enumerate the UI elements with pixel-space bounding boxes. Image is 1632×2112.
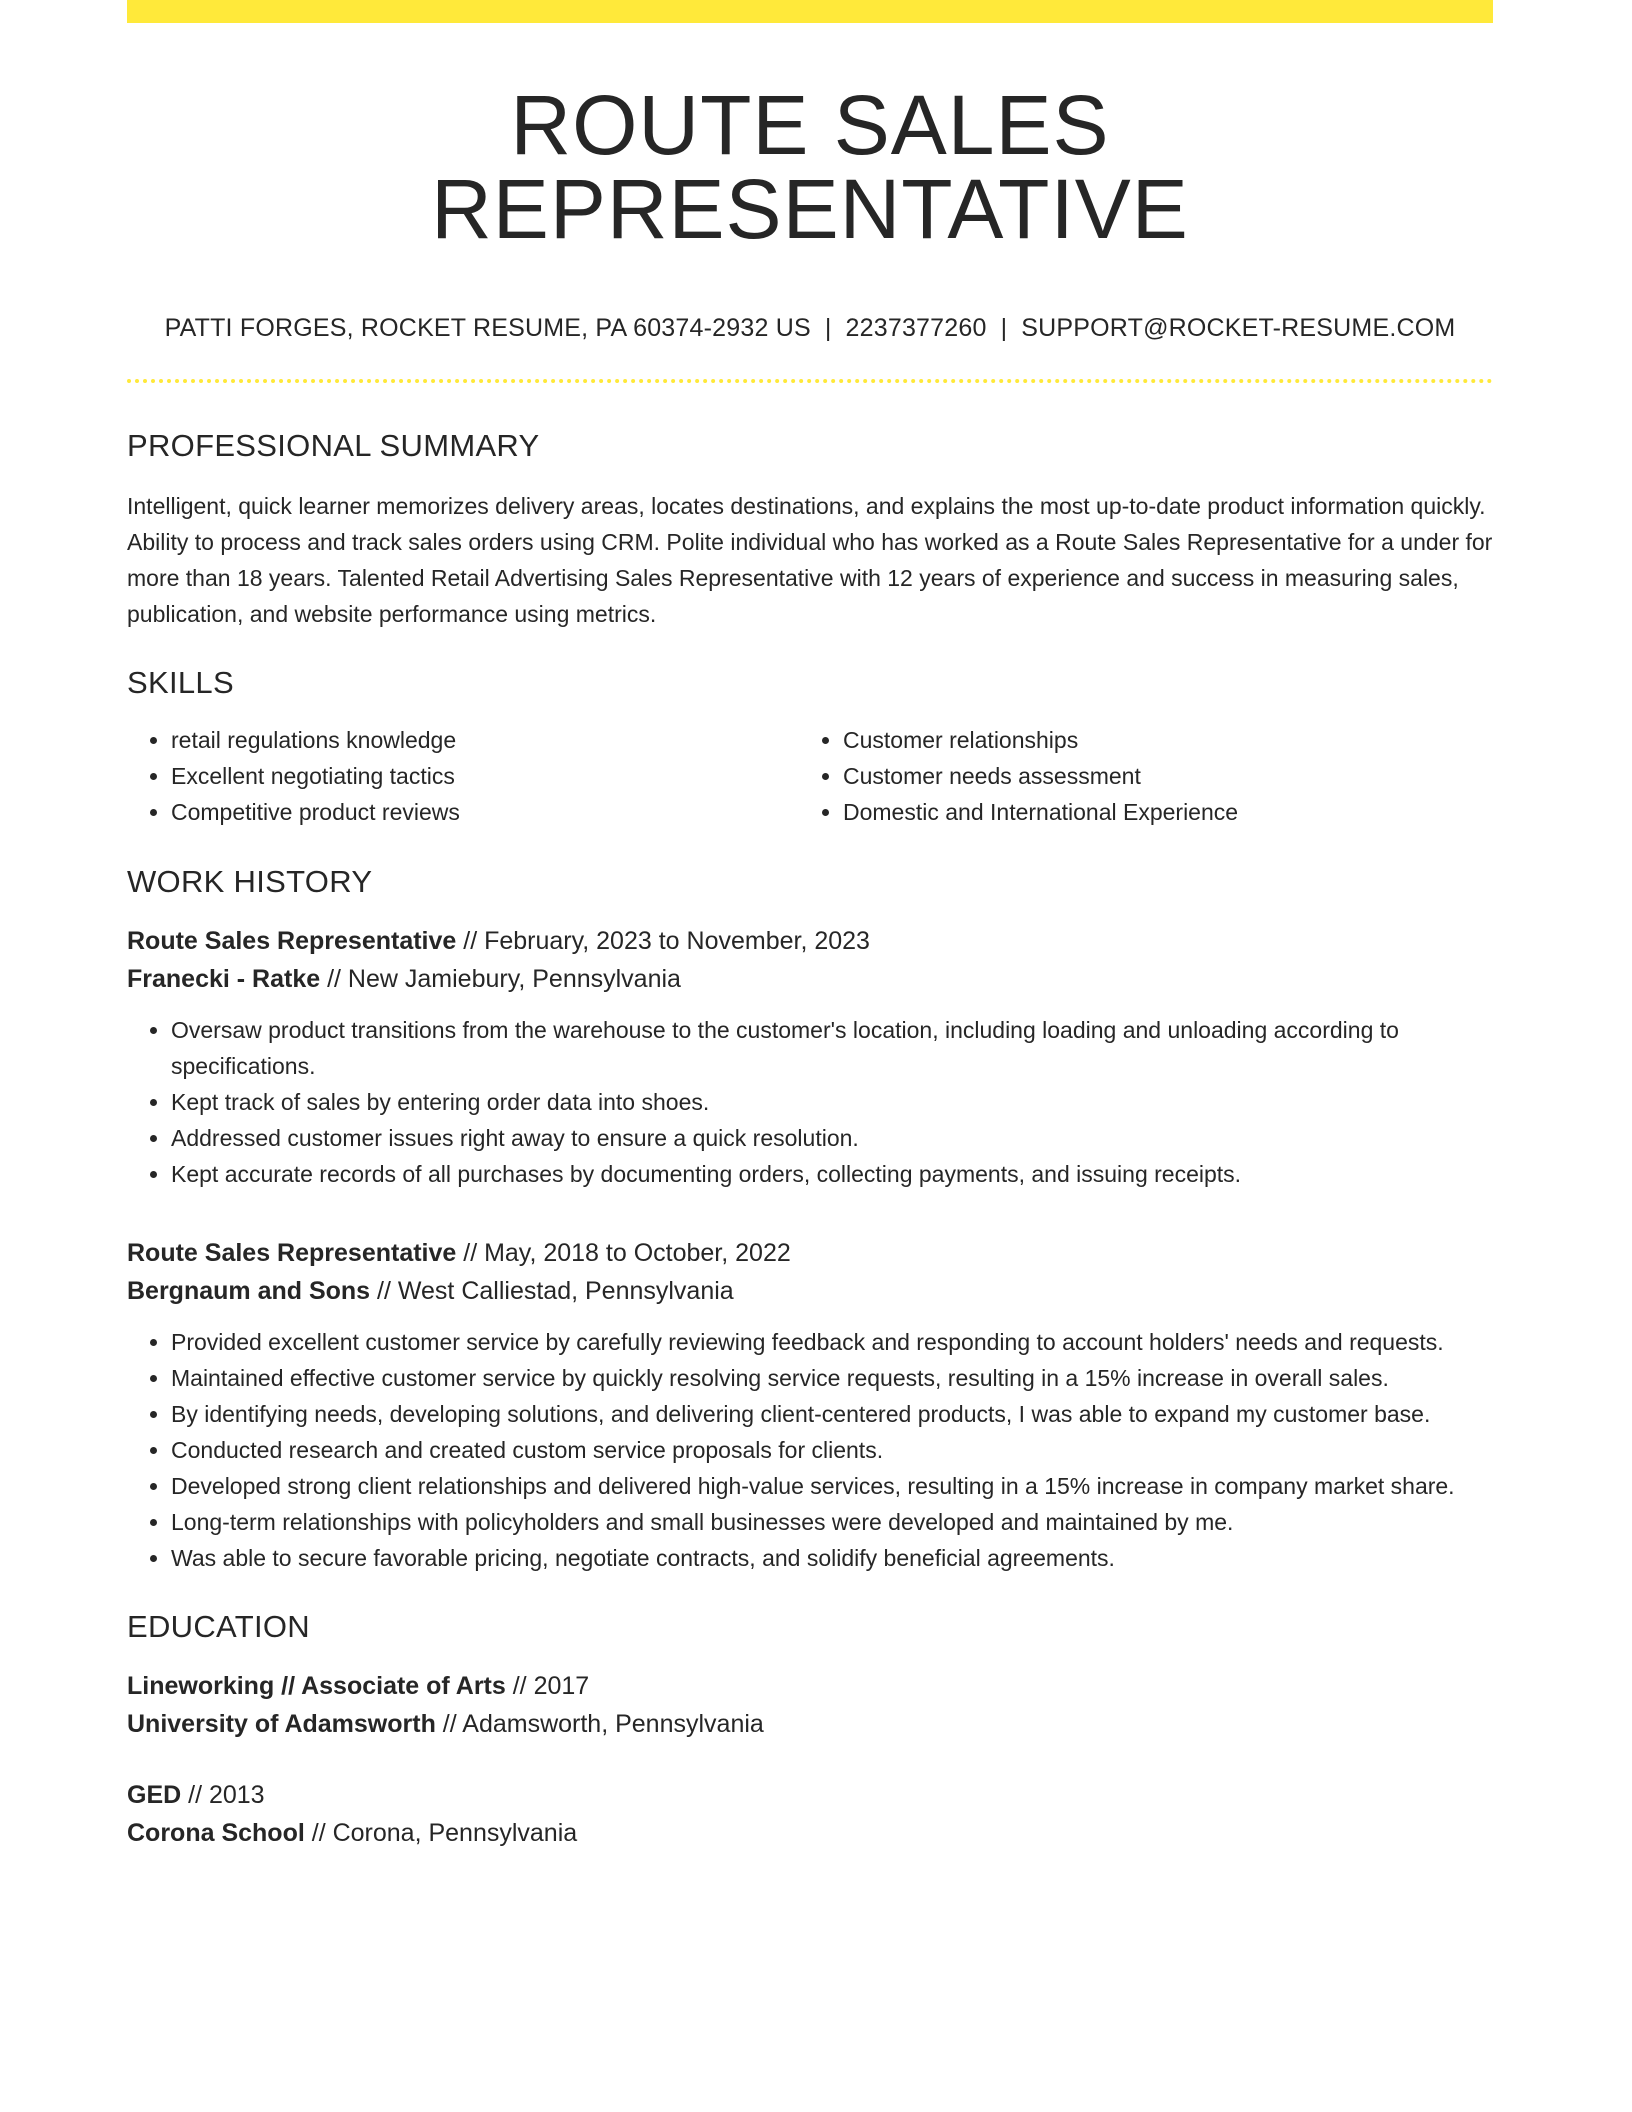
job-duties	[127, 1324, 1493, 1576]
job-title: Route Sales Representative	[127, 927, 457, 955]
duty-item: • Maintained effective customer service by quickly resolving service requests, resulting in a 15% increase in overall sales.	[171, 1360, 1493, 1396]
accent-bar	[127, 0, 1493, 23]
job-duties	[127, 1012, 1493, 1192]
contact-line	[127, 316, 1493, 341]
dotted-divider	[127, 379, 1493, 383]
job-entry	[127, 922, 1493, 1192]
education-school: University of Adamsworth	[127, 1710, 436, 1738]
education-year: // 2013	[181, 1781, 265, 1809]
contact-address: PATTI FORGES, ROCKET RESUME, PA 60374-2932 US	[164, 314, 811, 342]
job-dates: // February, 2023 to November, 2023	[456, 927, 870, 955]
skills-list-right	[799, 722, 1471, 830]
resume-title: ROUTE SALES REPRESENTATIVE	[431, 78, 1189, 256]
skill-item: • Customer needs assessment	[843, 758, 1471, 794]
summary-text: Intelligent, quick learner memorizes delivery areas, locates destinations, and explains the most up-to-date product information quickly. Ability to process and track sales orders using CRM. Polite individual who has worked as a Route Sales Representative for a under for more than 18 years. Talented Retail Advertising Sales Representative with 12 years of experience and success in measuring sales, publication, and website performance using metrics.	[127, 493, 1493, 627]
duty-item: • Conducted research and created custom service proposals for clients.	[171, 1432, 1493, 1468]
skill-item: • Excellent negotiating tactics	[171, 758, 799, 794]
job-location: // New Jamiebury, Pennsylvania	[320, 965, 681, 993]
education-degree-line	[127, 1776, 1493, 1814]
skill-item: • Domestic and International Experience	[843, 794, 1471, 830]
skills-columns	[127, 722, 1493, 830]
skill-item: • retail regulations knowledge	[171, 722, 799, 758]
job-company-line	[127, 960, 1493, 998]
job-dates: // May, 2018 to October, 2022	[456, 1239, 791, 1267]
skill-item: • Competitive product reviews	[171, 794, 799, 830]
education-location: // Corona, Pennsylvania	[304, 1819, 578, 1847]
duty-item: • Developed strong client relationships and delivered high-value services, resulting in a 15% increase in company market share.	[171, 1468, 1493, 1504]
education-school-line	[127, 1814, 1493, 1852]
duty-item: • Addressed customer issues right away to ensure a quick resolution.	[171, 1120, 1493, 1156]
education-year: // 2017	[505, 1672, 590, 1700]
contact-email: SUPPORT@ROCKET-RESUME.COM	[1021, 314, 1456, 342]
education-degree-line	[127, 1667, 1493, 1705]
education-school: Corona School	[127, 1819, 305, 1847]
resume-page	[127, 0, 1493, 1852]
skills-heading: SKILLS	[127, 665, 234, 700]
duty-item: • Provided excellent customer service by carefully reviewing feedback and responding to account holders' needs and requests.	[171, 1324, 1493, 1360]
duty-item: • Long-term relationships with policyholders and small businesses were developed and maintained by me.	[171, 1504, 1493, 1540]
education-school-line	[127, 1705, 1493, 1743]
skills-list-left	[127, 722, 799, 830]
duty-item: • Oversaw product transitions from the warehouse to the customer's location, including loading and unloading according to specifications.	[171, 1012, 1493, 1084]
duty-item: • Kept track of sales by entering order data into shoes.	[171, 1084, 1493, 1120]
work-history-heading: WORK HISTORY	[127, 864, 373, 899]
contact-phone: 2237377260	[845, 314, 987, 342]
education-degree: Lineworking // Associate of Arts	[127, 1672, 506, 1700]
education-entry	[127, 1776, 1493, 1852]
job-location: // West Calliestad, Pennsylvania	[370, 1277, 734, 1305]
skill-item: • Customer relationships	[843, 722, 1471, 758]
job-company-line	[127, 1272, 1493, 1310]
job-title-line	[127, 1234, 1493, 1272]
duty-item: • Kept accurate records of all purchases by documenting orders, collecting payments, and issuing receipts.	[171, 1156, 1493, 1192]
duty-item: • By identifying needs, developing solutions, and delivering client-centered products, I was able to expand my customer base.	[171, 1396, 1493, 1432]
job-title-line	[127, 922, 1493, 960]
job-company: Bergnaum and Sons	[127, 1277, 371, 1305]
contact-separator: |	[1000, 314, 1008, 342]
duty-item: • Was able to secure favorable pricing, negotiate contracts, and solidify beneficial agreements.	[171, 1540, 1493, 1576]
job-entry	[127, 1234, 1493, 1576]
education-entry	[127, 1667, 1493, 1743]
education-location: // Adamsworth, Pennsylvania	[435, 1710, 764, 1738]
education-heading: EDUCATION	[127, 1609, 310, 1644]
summary-heading: PROFESSIONAL SUMMARY	[127, 428, 540, 463]
job-title: Route Sales Representative	[127, 1239, 457, 1267]
education-degree: GED	[127, 1781, 182, 1809]
job-company: Franecki - Ratke	[127, 965, 321, 993]
contact-separator: |	[824, 314, 832, 342]
